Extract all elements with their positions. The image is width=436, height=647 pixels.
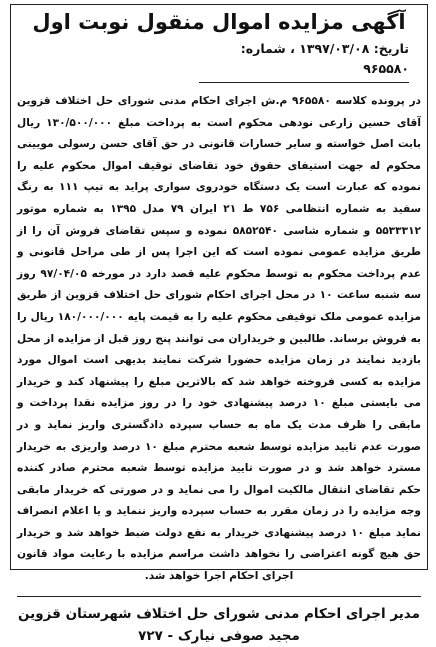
notice-body: در پرونده کلاسه ۹۶۵۵۸۰ م.ش اجرای احکام مدنی شورای حل اختلاف قزوین آقای حسین زارعی نودهی محکوم است به پرداخت مبلغ ۱۳۰/۵۰۰/۰۰۰ ریال بابت اصل خواسته و سایر خسارات قانونی در حق آقای حسن رسولی مویینی محکوم له جهت استیفای حقوق خود تقاضای توقیف اموال محکوم علیه را نموده که عبارت است یک دستگاه خودروی سواری پراید به تیپ ۱۱۱ به رنگ سفید به شماره انتظامی ۷۵۶ ط ۲۱ ایران ۷۹ مدل ۱۳۹۵ به شماره موتور ۵۵۳۳۳۱۲ و شماره شاسی ۵۸۵۲۵۴۰ نموده و سپس تقاضای فروش آن را از طریق مزایده عمومی نموده است که این اجرا پس از طی مراحل قانونی و عدم پرداخت محکوم به توسط محکوم علیه قصد دارد در مورخه ۹۷/۰۴/۰۵ روز سه شنبه ساعت ۱۰ در محل اجرای احکام شورای حل اختلاف قزوین از طریق مزایده عمومی ملک توقیفی محکوم علیه را به قیمت پایه ۱۸۰/۰۰۰/۰۰۰ ریال را به فروش برساند. طالبین و خریداران می توانند پنج روز قبل از مزایده از محل بازدید نمایند در زمان مزایده حضورا شرکت نمایند بدیهی است اموال مورد مزایده به کسی فروخته خواهد شد که بالاترین مبلغ را پیشنهاد کند و خریدار می بایستی مبلغ ۱۰ درصد پیشنهادی خود را در روز مزایده نقدا پرداخت و مابقی را ظرف مدت یک ماه به حساب سپرده دادگستری واریز نماید و در صورت عدم تایید مزایده توسط شعبه محترم مبلغ ۱۰ درصد واریزی به خریدار مسترد خواهد شد و در صورت تایید مزایده توسط شعبه محترم صادر کننده حکم تقاضای انتقال مالکیت اموال را می نماید و در صورتی که خریدار مابقی وجه مزایده را در زمان مقرر به حساب سپرده واریز ننماید و یا اعلام انصراف نماید مبلغ ۱۰ درصد پیشنهادی خریدار به نفع دولت ضبط خواهد شد و خریدار حق هیچ گونه اعتراضی را نخواهد داشت مراسم مزایده با رعایت مواد قانون اجرای احکام اجرا خواهد شد. (17, 95, 421, 583)
signature-divider (17, 596, 421, 597)
signature-name: مجید صوفی نیارک - ۷۲۷ (138, 627, 300, 644)
auction-notice (10, 4, 428, 644)
notice-date-number: تاریخ: ۱۳۹۷/۰۳/۰۸ ، شماره: ۹۶۵۵۸۰ (199, 39, 409, 83)
signature-title: مدیر اجرای احکام مدنی شورای حل اختلاف شهرستان قزوین (18, 605, 420, 622)
signature-block (11, 603, 427, 647)
notice-title: آگهی مزایده اموال منقول نوبت اول (32, 10, 406, 34)
